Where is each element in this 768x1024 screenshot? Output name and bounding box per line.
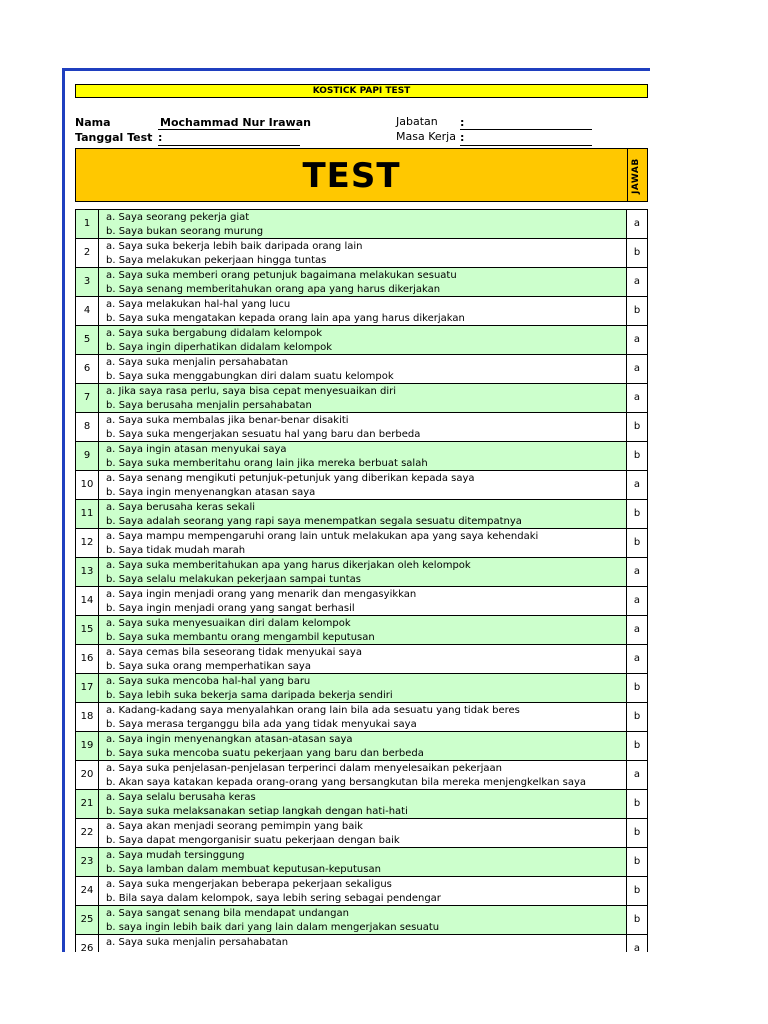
statement-a: a. Saya akan menjadi seorang pemimpin yang baik — [106, 821, 363, 832]
question-row — [75, 470, 648, 499]
question-row — [75, 383, 648, 412]
statement-b: b. Akan saya katakan kepada orang-orang yang bersangkutan bila mereka menjengkelkan saya — [106, 776, 587, 788]
jabatan-label: Jabatan — [396, 115, 438, 128]
question-statements — [99, 587, 626, 615]
question-row — [75, 731, 648, 760]
jawab-divider — [627, 149, 628, 201]
answer-cell[interactable]: b — [626, 703, 647, 731]
question-row — [75, 412, 648, 441]
nama-underline — [158, 129, 300, 130]
statement-b: b. Saya ingin menyenangkan atasan saya — [106, 486, 316, 498]
jawab-column-header: JAWAB — [631, 158, 641, 194]
test-heading: TEST — [302, 156, 401, 196]
question-number: 21 — [76, 790, 99, 818]
question-row — [75, 673, 648, 702]
question-statements — [99, 616, 626, 644]
answer-cell[interactable]: a — [626, 616, 647, 644]
statement-a: a. Saya melakukan hal-hal yang lucu — [106, 299, 291, 310]
question-number: 8 — [76, 413, 99, 441]
tanggal-test-label: Tanggal Test — [75, 131, 153, 144]
statement-a: a. Saya mampu mempengaruhi orang lain untuk melakukan apa yang saya kehendaki — [106, 531, 539, 542]
question-row — [75, 586, 648, 615]
answer-cell[interactable]: b — [626, 529, 647, 557]
question-row — [75, 354, 648, 383]
question-number: 25 — [76, 906, 99, 934]
statement-b — [106, 950, 626, 953]
question-statements — [99, 471, 626, 499]
statement-b: b. Saya suka mengerjakan sesuatu hal yang baru dan berbeda — [106, 428, 421, 440]
question-statements — [99, 558, 626, 586]
answer-cell[interactable]: a — [626, 935, 647, 952]
statement-b: b. Saya suka mencoba suatu pekerjaan yang baru dan berbeda — [106, 747, 424, 759]
statement-a: a. Saya suka mengerjakan beberapa pekerjaan sekaligus — [106, 879, 392, 890]
question-row — [75, 499, 648, 528]
question-row — [75, 528, 648, 557]
question-number: 15 — [76, 616, 99, 644]
answer-cell[interactable]: b — [626, 239, 647, 267]
question-statements — [99, 529, 626, 557]
question-number: 24 — [76, 877, 99, 905]
top-border-rule — [62, 68, 650, 71]
tanggal-test-colon: : — [158, 131, 163, 144]
question-row — [75, 325, 648, 354]
question-statements — [99, 703, 626, 731]
question-statements — [99, 500, 626, 528]
statement-a: a. Saya ingin menyenangkan atasan-atasan saya — [106, 734, 353, 745]
question-statements — [99, 645, 626, 673]
statement-a: a. Jika saya rasa perlu, saya bisa cepat menyesuaikan diri — [106, 386, 396, 397]
question-number: 23 — [76, 848, 99, 876]
nama-value[interactable]: Mochammad Nur Irawan — [160, 116, 311, 129]
question-number: 20 — [76, 761, 99, 789]
question-statements — [99, 761, 626, 789]
statement-b: b. Saya suka orang memperhatikan saya — [106, 660, 311, 672]
statement-b: b. Saya berusaha menjalin persahabatan — [106, 399, 312, 411]
statement-a: a. Saya mudah tersinggung — [106, 850, 245, 861]
statement-a: a. Saya suka bekerja lebih baik daripada orang lain — [106, 241, 363, 252]
statement-a: a. Saya selalu berusaha keras — [106, 792, 256, 803]
answer-cell[interactable]: b — [626, 297, 647, 325]
statement-b: b. Saya senang memberitahukan orang apa yang harus dikerjakan — [106, 283, 441, 295]
question-number: 10 — [76, 471, 99, 499]
answer-cell[interactable]: a — [626, 645, 647, 673]
question-row — [75, 789, 648, 818]
statement-a: a. Saya suka menjalin persahabatan — [106, 357, 289, 368]
answer-cell[interactable]: b — [626, 413, 647, 441]
statement-b: b. Bila saya dalam kelompok, saya lebih sering sebagai pendengar — [106, 892, 441, 904]
question-row — [75, 644, 648, 673]
statement-b: b. Saya suka memberitahu orang lain jika mereka berbuat salah — [106, 457, 428, 469]
answer-cell[interactable]: a — [626, 326, 647, 354]
question-row — [75, 441, 648, 470]
statement-a: a. Saya suka bergabung didalam kelompok — [106, 328, 323, 339]
answer-cell[interactable]: b — [626, 790, 647, 818]
question-statements — [99, 442, 626, 470]
question-number: 9 — [76, 442, 99, 470]
answer-cell[interactable]: b — [626, 877, 647, 905]
question-number: 2 — [76, 239, 99, 267]
question-number: 19 — [76, 732, 99, 760]
masa-kerja-label: Masa Kerja — [396, 130, 456, 143]
statement-a: a. Saya ingin menjadi orang yang menarik dan mengasyikkan — [106, 589, 417, 600]
statement-b: b. Saya ingin diperhatikan didalam kelompok — [106, 341, 333, 353]
question-row — [75, 267, 648, 296]
question-number: 3 — [76, 268, 99, 296]
test-header-band — [75, 148, 648, 202]
question-number: 5 — [76, 326, 99, 354]
question-number: 7 — [76, 384, 99, 412]
question-number: 26 — [76, 935, 99, 952]
statement-b: b. Saya bukan seorang murung — [106, 225, 264, 237]
question-statements — [99, 384, 626, 412]
form-title: KOSTICK PAPI TEST — [75, 84, 648, 98]
answer-cell[interactable]: b — [626, 848, 647, 876]
statement-a: a. Saya cemas bila seseorang tidak menyukai saya — [106, 647, 362, 658]
statement-b: b. Saya suka menggabungkan diri dalam suatu kelompok — [106, 370, 394, 382]
question-row — [75, 847, 648, 876]
statement-a: a. Kadang-kadang saya menyalahkan orang lain bila ada sesuatu yang tidak beres — [106, 705, 520, 716]
answer-cell[interactable]: a — [626, 268, 647, 296]
left-border-rule — [62, 68, 65, 952]
question-row — [75, 209, 648, 238]
question-number: 6 — [76, 355, 99, 383]
question-row — [75, 818, 648, 847]
statement-a: a. Saya suka penjelasan-penjelasan terperinci dalam menyelesaikan pekerjaan — [106, 763, 502, 774]
statement-b: b. Saya dapat mengorganisir suatu pekerjaan dengan baik — [106, 834, 400, 846]
question-number: 22 — [76, 819, 99, 847]
question-statements — [99, 790, 626, 818]
question-number: 13 — [76, 558, 99, 586]
question-statements — [99, 906, 626, 934]
question-row — [75, 760, 648, 789]
statement-b: b. Saya adalah seorang yang rapi saya menempatkan segala sesuatu ditempatnya — [106, 515, 522, 527]
answer-cell[interactable]: a — [626, 558, 647, 586]
jabatan-colon: : — [460, 116, 465, 129]
statement-a: a. Saya senang mengikuti petunjuk-petunjuk yang diberikan kepada saya — [106, 473, 475, 484]
statement-b: b. Saya suka melaksanakan setiap langkah dengan hati-hati — [106, 805, 408, 817]
question-number: 16 — [76, 645, 99, 673]
statement-a: a. Saya suka menjalin persahabatan — [106, 937, 289, 948]
question-statements — [99, 268, 626, 296]
question-statements — [99, 732, 626, 760]
question-statements — [99, 326, 626, 354]
question-row — [75, 296, 648, 325]
question-statements — [99, 935, 626, 952]
question-number: 17 — [76, 674, 99, 702]
statement-a: a. Saya suka menyesuaikan diri dalam kelompok — [106, 618, 351, 629]
answer-cell[interactable]: b — [626, 500, 647, 528]
question-number: 12 — [76, 529, 99, 557]
question-statements — [99, 674, 626, 702]
spreadsheet-page — [62, 68, 650, 952]
question-statements — [99, 239, 626, 267]
jabatan-field[interactable] — [460, 129, 592, 130]
question-number: 14 — [76, 587, 99, 615]
statement-b: b. Saya lamban dalam membuat keputusan-keputusan — [106, 863, 381, 875]
statement-a: a. Saya suka membalas jika benar-benar disakiti — [106, 415, 349, 426]
question-row — [75, 615, 648, 644]
answer-cell[interactable]: b — [626, 674, 647, 702]
masa-kerja-colon: : — [460, 131, 465, 144]
question-statements — [99, 297, 626, 325]
question-statements — [99, 877, 626, 905]
question-statements — [99, 848, 626, 876]
statement-b: b. Saya ingin menjadi orang yang sangat berhasil — [106, 602, 355, 614]
statement-b: b. Saya selalu melakukan pekerjaan sampai tuntas — [106, 573, 361, 585]
statement-a: a. Saya suka mencoba hal-hal yang baru — [106, 676, 311, 687]
question-row — [75, 557, 648, 586]
statement-a: a. Saya berusaha keras sekali — [106, 502, 255, 513]
question-statements — [99, 355, 626, 383]
answer-cell[interactable]: b — [626, 442, 647, 470]
answer-cell[interactable]: a — [626, 471, 647, 499]
answer-cell[interactable]: a — [626, 761, 647, 789]
question-statements — [99, 210, 626, 238]
answer-cell[interactable]: a — [626, 587, 647, 615]
answer-cell[interactable]: b — [626, 732, 647, 760]
masa-kerja-field[interactable] — [460, 145, 592, 146]
question-row — [75, 876, 648, 905]
tanggal-test-field[interactable] — [158, 145, 300, 146]
answer-cell[interactable]: b — [626, 819, 647, 847]
statement-a: a. Saya suka memberitahukan apa yang harus dikerjakan oleh kelompok — [106, 560, 471, 571]
statement-b: b. Saya melakukan pekerjaan hingga tuntas — [106, 254, 327, 266]
statement-b: b. Saya tidak mudah marah — [106, 544, 246, 556]
statement-b: b. Saya merasa terganggu bila ada yang tidak menyukai saya — [106, 718, 417, 730]
nama-label: Nama — [75, 116, 111, 129]
question-number: 4 — [76, 297, 99, 325]
statement-a: a. Saya ingin atasan menyukai saya — [106, 444, 287, 455]
statement-b: b. Saya lebih suka bekerja sama daripada bekerja sendiri — [106, 689, 393, 701]
statement-a: a. Saya suka memberi orang petunjuk bagaimana melakukan sesuatu — [106, 270, 457, 281]
question-row — [75, 238, 648, 267]
statement-b: b. Saya suka mengatakan kepada orang lain apa yang harus dikerjakan — [106, 312, 465, 324]
statement-a: a. Saya sangat senang bila mendapat undangan — [106, 908, 349, 919]
statement-b: b. Saya suka membantu orang mengambil keputusan — [106, 631, 375, 643]
question-row — [75, 934, 648, 952]
question-number: 1 — [76, 210, 99, 238]
question-row — [75, 702, 648, 731]
question-number: 18 — [76, 703, 99, 731]
answer-cell[interactable]: b — [626, 906, 647, 934]
answer-cell[interactable]: a — [626, 210, 647, 238]
statement-a: a. Saya seorang pekerja giat — [106, 212, 250, 223]
question-row — [75, 905, 648, 934]
statement-b: b. saya ingin lebih baik dari yang lain dalam mengerjakan sesuatu — [106, 921, 440, 933]
question-statements — [99, 819, 626, 847]
question-table — [75, 209, 648, 952]
question-number: 11 — [76, 500, 99, 528]
answer-cell[interactable]: a — [626, 384, 647, 412]
question-statements — [99, 413, 626, 441]
answer-cell[interactable]: a — [626, 355, 647, 383]
